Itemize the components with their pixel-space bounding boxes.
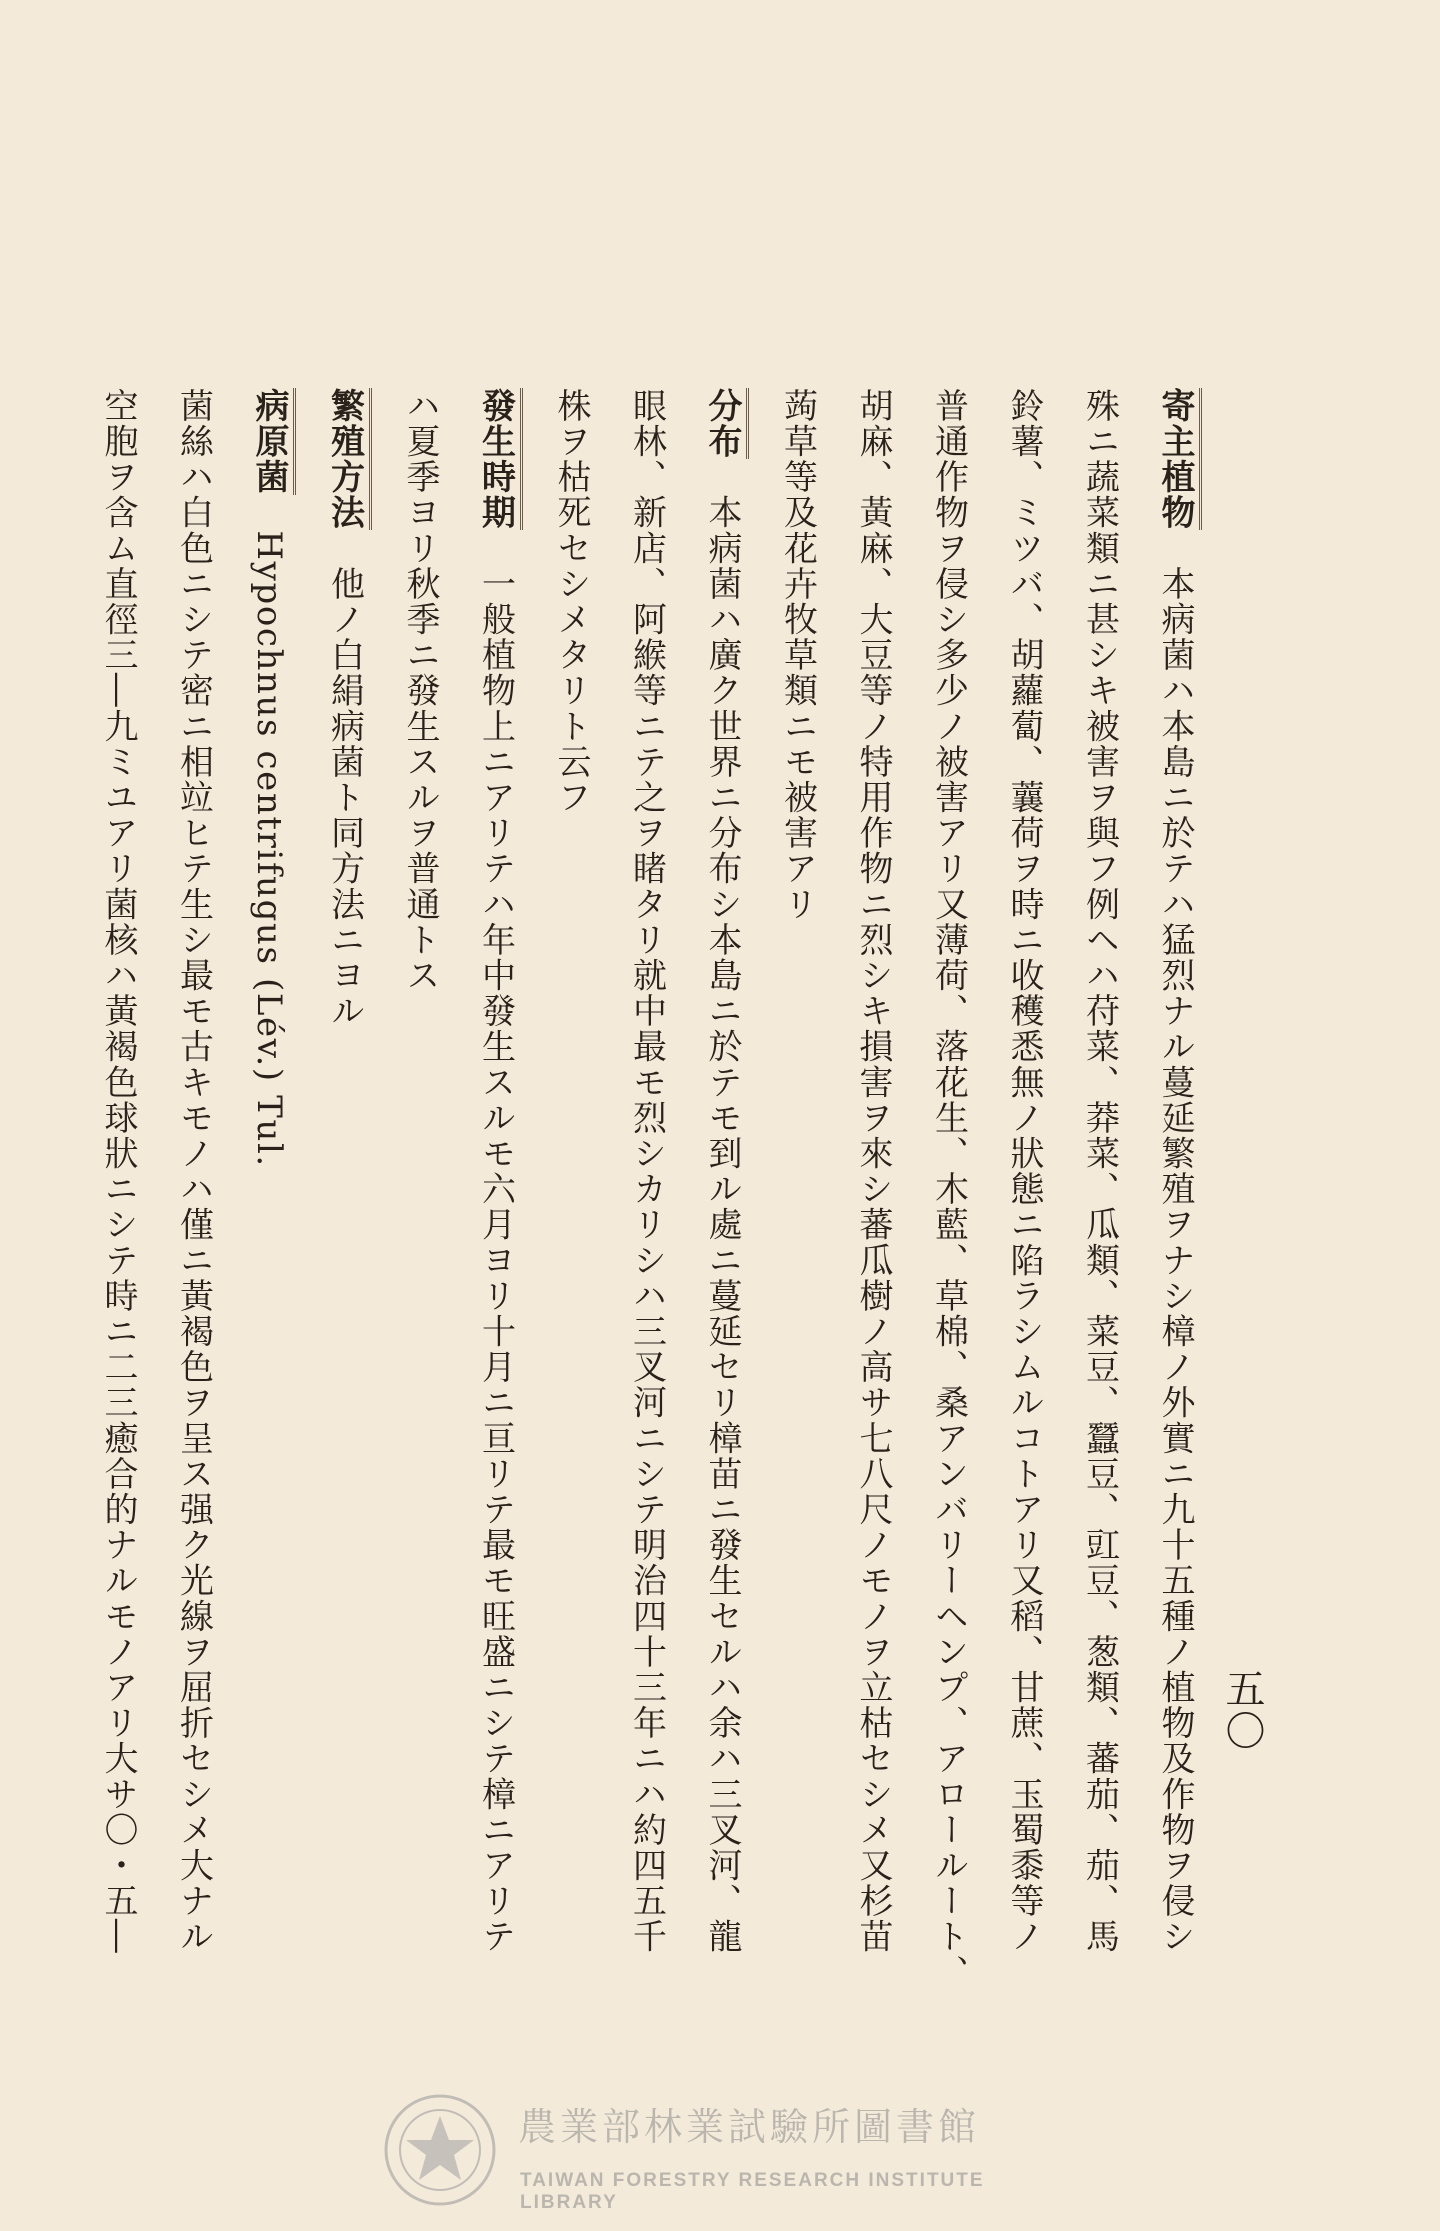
watermark-english: TAIWAN FORESTRY RESEARCH INSTITUTE LIBRARY — [520, 2170, 985, 2213]
text-column: 普通作物ヲ侵シ多少ノ被害アリ又薄荷、落花生、木藍、草棉、桑アンバリーヘンプ、アロールート、 — [928, 388, 969, 1990]
text-line: 本病菌ハ本島ニ於テハ猛烈ナル蔓延繁殖ヲナシ樟ノ外實ニ九十五種ノ植物及作物ヲ侵シ — [1155, 566, 1195, 1955]
text-column — [306, 388, 382, 2068]
text-column: 殊ニ蔬菜類ニ甚シキ被害ヲ與フ例ヘハ苻菜、莽菜、瓜類、菜豆、蠶豆、豇豆、葱類、蕃茄、茄、馬 — [1079, 388, 1120, 1955]
text-column: 眼林、新店、阿緱等ニテ之ヲ睹タリ就中最モ烈シカリシハ三叉河ニシテ明治四十三年ニハ約四五千 — [626, 388, 667, 1955]
watermark-chinese: 農業部林業試驗所圖書館 — [518, 2105, 981, 2149]
vertical-text-body — [80, 388, 1213, 2068]
text-line: 本病菌ハ廣ク世界ニ分布シ本島ニ於テモ到ル處ニ蔓延セリ樟苗ニ發生セルハ余ハ三叉河、龍 — [702, 494, 742, 1955]
section-heading: 繁殖方法 — [325, 388, 372, 530]
text-line: 他ノ白絹病菌ト同方法ニヨル — [324, 566, 365, 1029]
text-column — [457, 388, 533, 2068]
text-column: ハ夏季ヨリ秋季ニ發生スルヲ普通トス — [400, 388, 440, 994]
library-watermark — [380, 2090, 1080, 2213]
section-heading: 寄主植物 — [1155, 388, 1202, 530]
text-column: 胡麻、黃麻、大豆等ノ特用作物ニ烈シキ損害ヲ來シ蕃瓜樹ノ高サ七八尺ノモノヲ立枯セシメ又杉苗 — [853, 388, 893, 1955]
section-heading: 分布 — [702, 388, 749, 459]
text-column: 菌絲ハ白色ニシテ密ニ相竝ヒテ生シ最モ古キモノハ僅ニ黃褐色ヲ呈ス强ク光線ヲ屈折セシメ大ナル — [173, 388, 214, 1955]
text-column: 空胞ヲ含ム直徑三―九ミユアリ菌核ハ黃褐色球狀ニシテ時ニ二三癒合的ナルモノアリ大サ〇・五― — [98, 388, 138, 1955]
text-column: 蒟草等及花卉牧草類ニモ被害アリ — [777, 388, 818, 922]
section-heading: 病原菌 — [249, 388, 296, 495]
text-column — [684, 388, 760, 2068]
text-column — [231, 388, 307, 2068]
latin-name: Hypochnus centrifugus (Lév.) Tul. — [249, 530, 289, 1168]
library-seal-icon — [380, 2090, 500, 2210]
text-column: 株ヲ枯死セシメタリト云フ — [551, 388, 591, 816]
section-heading: 發生時期 — [476, 388, 523, 530]
page-number: 五〇 — [1219, 1668, 1265, 1752]
text-column — [1137, 388, 1213, 2068]
text-line: 一般植物上ニアリテハ年中發生スルモ六月ヨリ十月ニ亘リテ最モ旺盛ニシテ樟ニアリテ — [475, 566, 516, 1955]
text-column: 鈴薯、ミツバ、胡蘿蔔、蘘荷ヲ時ニ收穫悉無ノ狀態ニ陷ラシムルコトアリ又稻、甘蔗、玉蜀黍等ノ — [1004, 388, 1044, 1955]
